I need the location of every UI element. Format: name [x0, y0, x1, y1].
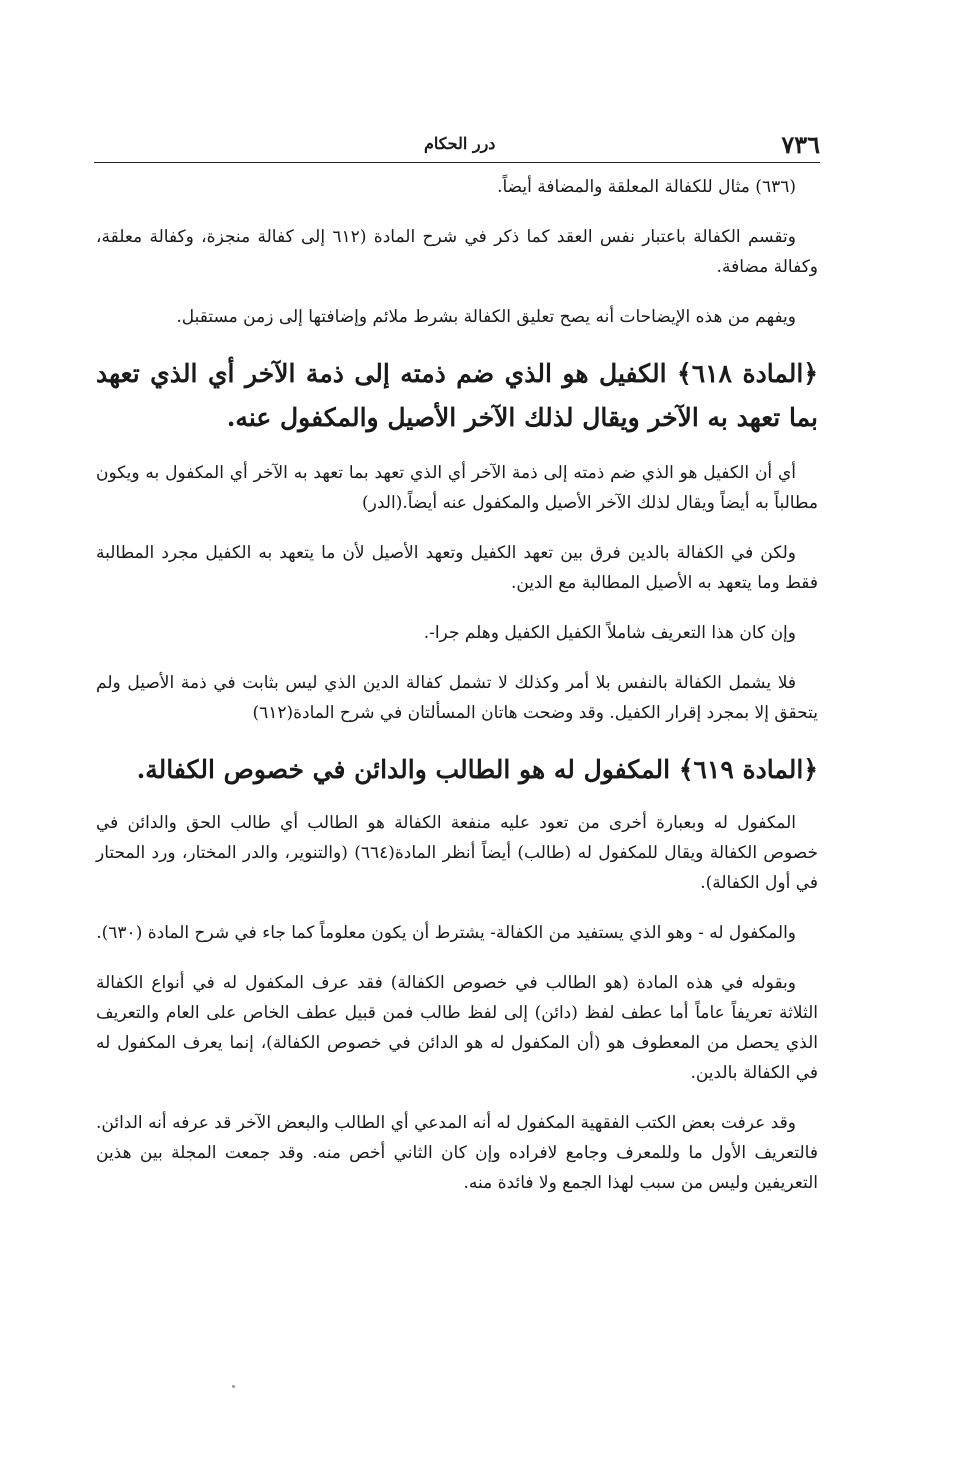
- page-header: [94, 128, 820, 163]
- running-title: درر الحكام: [424, 134, 496, 153]
- paragraph-3: ويفهم من هذه الإيضاحات أنه يصح تعليق الكفالة بشرط ملائم وإضافتها إلى زمن مستقبل.: [176, 307, 796, 327]
- body-text: [96, 172, 818, 1218]
- scan-speck: [232, 1385, 235, 1388]
- article-619: ﴿المادة ٦١٩﴾ المكفول له هو الطالب والدائن في خصوص الكفالة.: [136, 755, 818, 784]
- article-618: ﴿المادة ٦١٨﴾ الكفيل هو الذي ضم ذمته إلى ذمة الآخر أي الذي تعهد بما تعهد به الآخر ويقال لذلك الآخر الأصيل والمكفول عنه.: [96, 359, 819, 432]
- paragraph-8: المكفول له وبعبارة أخرى من تعود عليه منفعة الكفالة هو الطالب أي طالب الحق والدائن في خصوص الكفالة ويقال للمكفول له (طالب) أيضاً أنظر المادة(٦٦٤) (والتنوير، والدر المختار، ورد المحتار في أول الكفالة).: [96, 813, 818, 893]
- paragraph-7: فلا يشمل الكفالة بالنفس بلا أمر وكذلك لا تشمل كفالة الدين الذي ليس بثابت في ذمة الأصيل ولم يتحقق إلا بمجرد إقرار الكفيل. وقد وضحت هاتان المسألتان في شرح المادة(٦١٢): [96, 673, 818, 723]
- paragraph-10: وبقوله في هذه المادة (هو الطالب في خصوص الكفالة) فقد عرف المكفول له في أنواع الكفالة الثلاثة تعريفاً عاماً أما عطف لفظ (دائن) إلى لفظ طالب فمن قبيل عطف الخاص على العام والتعريف الذي يحصل من المعطوف هو (أن المكفول له هو الدائن في خصوص الكفالة)، إنما يعرف المكفول له في الكفالة بالدين.: [96, 973, 818, 1083]
- paragraph-1: (٦٣٦) مثال للكفالة المعلقة والمضافة أيضاً.: [497, 177, 796, 197]
- page-number: ٧٣٦: [781, 130, 820, 159]
- paragraph-5: ولكن في الكفالة بالدين فرق بين تعهد الكفيل وتعهد الأصيل لأن ما يتعهد به الكفيل مجرد المطالبة فقط وما يتعهد به الأصيل المطالبة مع الدين.: [96, 543, 818, 593]
- paragraph-9: والمكفول له - وهو الذي يستفيد من الكفالة- يشترط أن يكون معلوماً كما جاء في شرح المادة (٦٣٠).: [96, 923, 796, 943]
- paragraph-6: وإن كان هذا التعريف شاملاً الكفيل الكفيل وهلم جرا-.: [423, 623, 796, 643]
- paragraph-11: وقد عرفت بعض الكتب الفقهية المكفول له أنه المدعي أي الطالب والبعض الآخر قد عرفه أنه الدائن. فالتعريف الأول ما وللمعرف وجامع لافراده وإن كان الثاني أخص منه. وقد جمعت المجلة بين هذين التعريفين وليس من سبب لهذا الجمع ولا فائدة منه.: [96, 1113, 818, 1193]
- paragraph-4: أي أن الكفيل هو الذي ضم ذمته إلى ذمة الآخر أي الذي تعهد بما تعهد به الآخر أي المكفول به ويكون مطالباً به أيضاً ويقال لذلك الآخر الأصيل والمكفول عنه أيضاً.(الدر): [96, 463, 818, 513]
- paragraph-2: وتقسم الكفالة باعتبار نفس العقد كما ذكر في شرح المادة (٦١٢ إلى كفالة منجزة، وكفالة معلقة، وكفالة مضافة.: [96, 227, 818, 277]
